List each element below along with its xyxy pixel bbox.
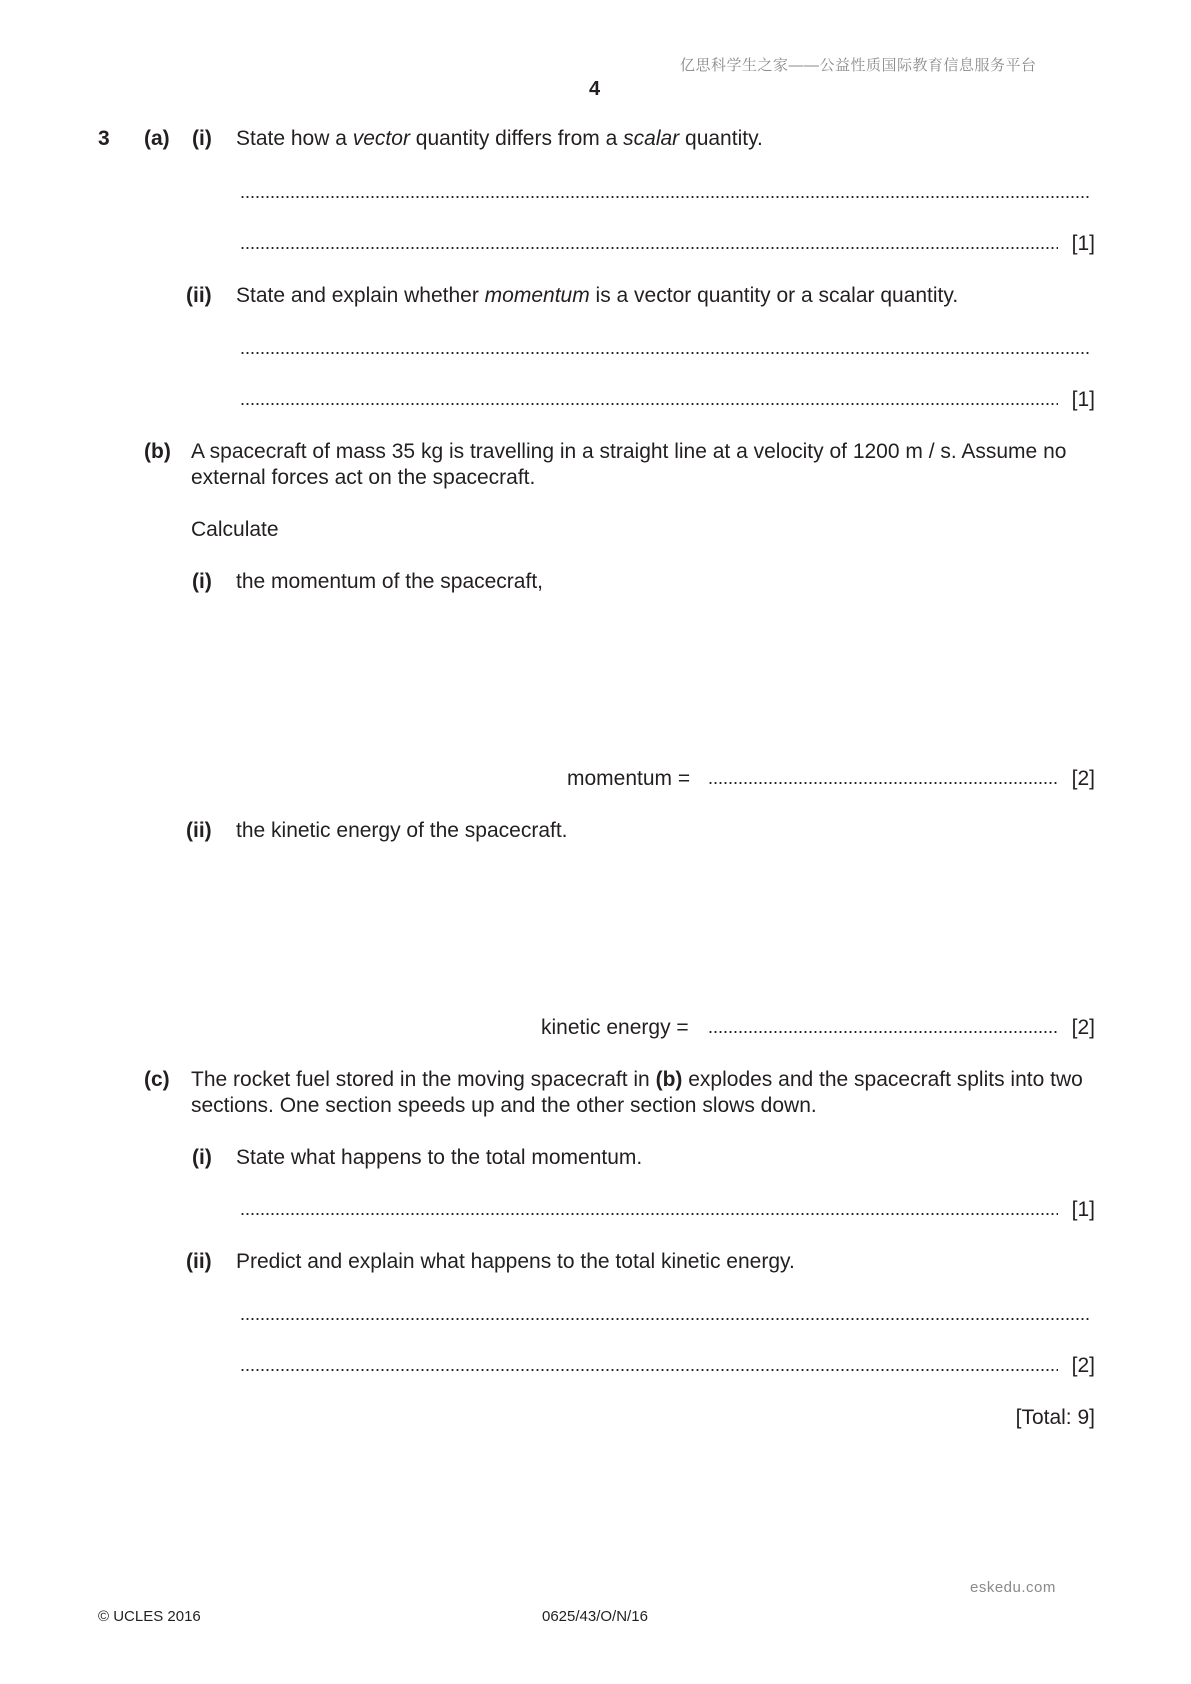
- part-c-label: (c): [144, 1068, 170, 1091]
- part-a-i-text-1: State how a: [236, 127, 353, 150]
- answer-line[interactable]: [240, 1212, 1058, 1216]
- part-c-text-1: The rocket fuel stored in the moving spacecraft in: [191, 1068, 656, 1091]
- mark-b-ii: [2]: [1071, 1016, 1095, 1039]
- part-a-ii-label: (ii): [186, 284, 212, 307]
- part-c-ii-text: Predict and explain what happens to the total kinetic energy.: [236, 1250, 795, 1273]
- part-a-i-label: (i): [192, 127, 212, 150]
- part-c-i-text: State what happens to the total momentum.: [236, 1146, 643, 1169]
- part-b-i-text: the momentum of the spacecraft,: [236, 570, 543, 593]
- part-b-i-label: (i): [192, 570, 212, 593]
- mark-b-i: [2]: [1071, 767, 1095, 790]
- part-c-ref: (b): [655, 1068, 683, 1091]
- answer-line[interactable]: [240, 1368, 1058, 1372]
- term-vector: vector: [352, 127, 410, 150]
- mark-c-ii: [2]: [1071, 1354, 1095, 1377]
- mark-c-i: [1]: [1071, 1198, 1095, 1221]
- part-a-label: (a): [144, 127, 170, 150]
- answer-line[interactable]: [240, 246, 1058, 250]
- kinetic-energy-answer-line[interactable]: [708, 1030, 1058, 1034]
- part-c-i-label: (i): [192, 1146, 212, 1169]
- footer-copyright: © UCLES 2016: [98, 1608, 201, 1625]
- part-c-text-2: explodes and the spacecraft splits into two sections. One section speeds up and the other section slows down.: [191, 1068, 1083, 1117]
- part-a-i-text: [236, 126, 763, 152]
- total-marks: [Total: 9]: [1015, 1406, 1095, 1429]
- answer-line[interactable]: [240, 351, 1090, 355]
- part-b-label: (b): [144, 440, 171, 463]
- part-a-i-text-3: quantity.: [679, 127, 763, 150]
- part-a-i-text-2: quantity differs from a: [409, 127, 624, 150]
- calculate-text: Calculate: [191, 518, 279, 541]
- footer-code: 0625/43/O/N/16: [542, 1608, 648, 1625]
- watermark-top: 亿思科学生之家——公益性质国际教育信息服务平台: [680, 57, 1037, 74]
- mark-a-ii: [1]: [1071, 388, 1095, 411]
- mark-a-i: [1]: [1071, 232, 1095, 255]
- term-momentum: momentum: [484, 284, 590, 307]
- kinetic-energy-answer-label: kinetic energy =: [541, 1016, 689, 1039]
- momentum-answer-line[interactable]: [708, 781, 1058, 785]
- momentum-answer-label: momentum =: [567, 767, 691, 790]
- part-a-ii-text-1: State and explain whether: [236, 284, 485, 307]
- part-b-ii-text: the kinetic energy of the spacecraft.: [236, 819, 568, 842]
- part-b-text: A spacecraft of mass 35 kg is travelling in a straight line at a velocity of 1200 m / s. Assume no external forces act on the spacecraft.: [191, 440, 1067, 489]
- part-b-ii-label: (ii): [186, 819, 212, 842]
- watermark-bottom: eskedu.com: [970, 1579, 1056, 1596]
- part-c-text: [191, 1067, 1097, 1119]
- answer-line[interactable]: [240, 402, 1058, 406]
- page-number: 4: [589, 78, 601, 100]
- question-number: 3: [98, 127, 110, 150]
- part-a-ii-text: [236, 283, 958, 309]
- part-a-ii-text-2: is a vector quantity or a scalar quantity.: [589, 284, 959, 307]
- answer-line[interactable]: [240, 195, 1090, 199]
- part-c-ii-label: (ii): [186, 1250, 212, 1273]
- answer-line[interactable]: [240, 1317, 1090, 1321]
- term-scalar: scalar: [623, 127, 680, 150]
